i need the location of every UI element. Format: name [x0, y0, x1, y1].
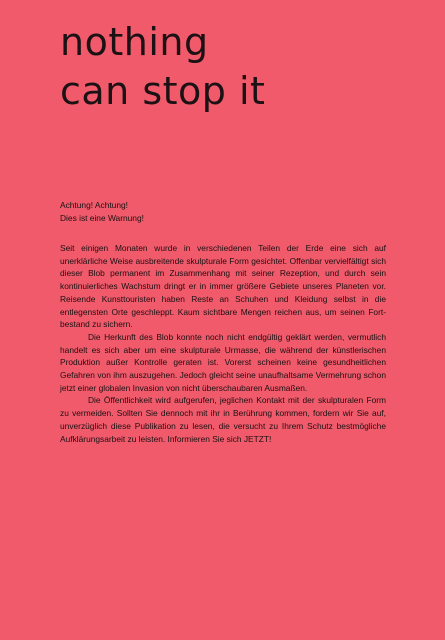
- title-line-2: can stop it: [60, 69, 266, 113]
- body-text: [60, 242, 386, 445]
- page-title: [60, 18, 400, 116]
- paragraph-2: Die Herkunft des Blob konnte noch nicht endgültig geklärt werden, vermutlich handelt es sich aber um eine skulpturale Urmasse, die während der künstlerischen Produktion außer Kontrolle geraten ist. Vorerst scheinen keine gesundheitlichen Gefahren von ihm auszugehen. Jedoch gleicht seine unaufhaltsame Vermehrung schon jetzt einer globalen Invasion von nicht überschaubaren Ausmaßen.: [60, 331, 386, 393]
- title-line-1: nothing: [60, 20, 209, 64]
- warning-block: [60, 199, 390, 224]
- warning-line-2: Dies ist eine Warnung!: [60, 212, 144, 223]
- warning-line-1: Achtung! Achtung!: [60, 200, 128, 210]
- paragraph-1: Seit einigen Monaten wurde in verschiedenen Teilen der Erde eine sich auf unerklärliche Weise ausbreitende skulpturale Form gesichtet. Offenbar vervielfältigt sich dieser Blob permanent im Zusammenhang mit seiner Rezeption, und durch sein kontinuierliches Wachstum dringt er in immer größere Gebiete unseres Planeten vor. Reisende Kunsttouristen haben Reste an Schuhen und Kleidung selbst in die entlegensten Orte geschleppt. Kaum sichtbare Mengen reichen aus, um seinen Fortbestand zu sichern.: [60, 243, 386, 330]
- paragraph-3: Die Öffentlichkeit wird aufgerufen, jeglichen Kontakt mit der skulpturalen Form zu vermeiden. Sollten Sie dennoch mit ihr in Berührung kommen, fordern wir Sie auf, unverzüglich diese Publikation zu lesen, die versucht zu Ihrem Schutz bestmögliche Aufklärungsarbeit zu leisten. Informieren Sie sich JETZT!: [60, 395, 386, 444]
